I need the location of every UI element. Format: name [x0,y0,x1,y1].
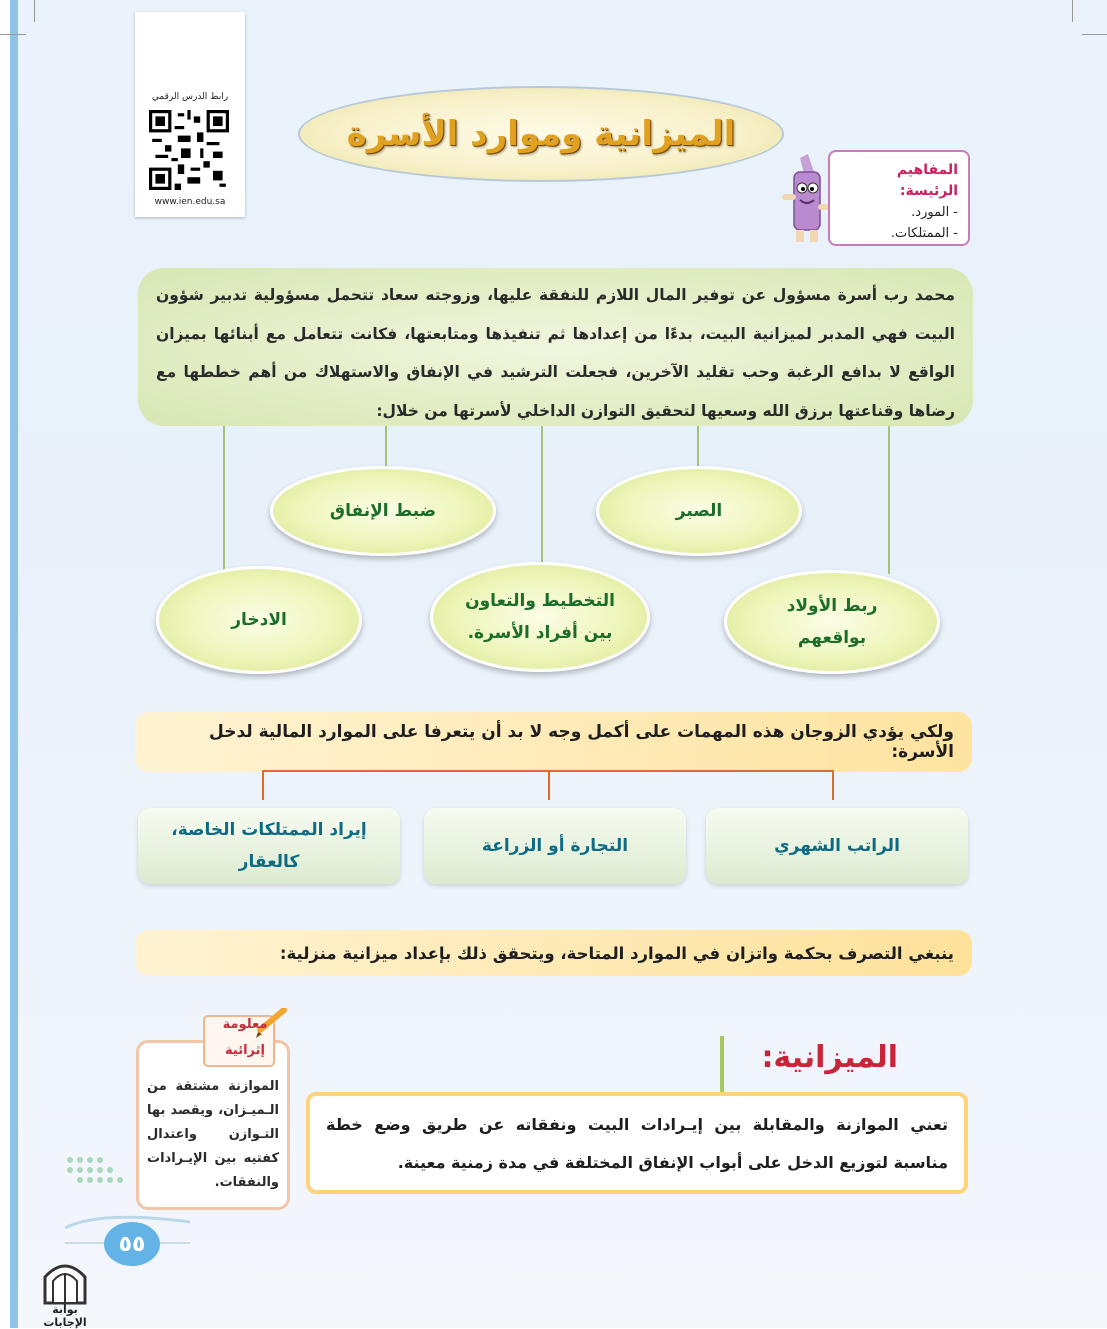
intro-paragraph: محمد رب أسرة مسؤول عن توفير المال اللازم للنفقة عليها، وزوجته سعاد تتحمل مسؤولية تدبير شؤون البيت فهي المدبر لميزانية البيت، بدءًا من إعدادها ثم تنفيذها ومتابعتها، فكانت تتعامل مع أبنائها بميزان الواقع لا بدافع الرغبة وحب تقليد الآخرين، فجعلت الترشيد في الإنفاق والاستهلاك من أهم خططها مع رضاها وقناعتها برزق الله وسعيها لتحقيق التوازن الداخلي لأسرتها من خلال: [138,268,973,426]
oval-label: بواقعهم [797,628,867,648]
enrichment-label-line: إثرائية [225,1043,265,1058]
connector-line [223,426,225,574]
crop-mark [1072,0,1073,22]
crop-mark [0,34,26,35]
answers-gate-label: بوابة الإجابات [43,1303,87,1329]
oval-connect-children [724,570,940,674]
budget-definition: تعني الموازنة والمقابلة بين إيـرادات البيت ونفقاته عن طريق وضع خطة مناسبة لتوزيع الدخل على أبواب الإنفاق المختلفة في مدة زمنية معينة. [326,1115,948,1172]
resource-salary [706,808,968,884]
lesson-title: الميزانية وموارد الأسرة [346,114,736,154]
oval-label: التخطيط والتعاون [465,591,615,611]
oval-saving [156,566,362,674]
enrichment-label-line: معلومة [222,1017,268,1032]
answers-gate-logo[interactable] [30,1255,100,1329]
tree-connector [832,770,834,800]
oval-label: الصبر [675,501,723,521]
resource-label: إيراد الممتلكات الخاصة، [171,820,367,840]
page-edge-strip [10,0,18,1328]
resource-property [138,808,400,884]
tree-connector [262,770,264,800]
resource-label: الراتب الشهري [774,836,900,856]
key-concept-item: - المورد. [911,205,958,220]
lesson-title-banner [298,86,784,182]
resource-label: التجارة أو الزراعة [481,836,629,856]
oval-control-spending [270,466,496,556]
enrichment-label [205,1012,285,1064]
enrichment-text: الموازنة مشتقة من الـميـزان، ويقصد بها التـوازن واعتدال كفتيه بين الإيـرادات والنفقات. [147,1079,279,1190]
qr-label: رابط الدرس الرقمي [151,92,229,102]
qr-card[interactable] [135,12,245,217]
oval-label: الادخار [231,610,287,630]
resource-label: كالعقار [238,852,300,872]
resource-trade [424,808,686,884]
tree-connector [548,770,550,800]
budget-intro-text: ينبغي التصرف بحكمة واتزان في الموارد المتاحة، ويتحقق ذلك بإعداد ميزانية منزلية: [279,943,954,963]
pencil-mascot-icon [778,154,834,244]
oval-label: ربط الأولاد [786,596,878,616]
key-concepts-heading: المفاهيم الرئيسة: [896,162,958,199]
oval-label: بين أفراد الأسرة. [467,623,613,643]
budget-intro-bar [135,930,972,976]
page-number: ٥٥ [104,1222,160,1266]
key-concepts-box [828,150,970,246]
resources-intro-text: ولكي يؤدي الزوجان هذه المهمات على أكمل وجه لا بد أن يتعرفا على الموارد المالية لدخل الأسرة: [209,722,954,762]
qr-url[interactable]: www.ien.edu.sa [154,197,226,207]
qr-code-icon[interactable] [149,110,229,190]
resources-intro-bar [135,712,972,772]
mosque-arch-icon [30,1255,100,1305]
crop-mark [1082,34,1107,35]
oval-patience [596,466,802,556]
key-concept-item: - الممتلكات. [890,226,958,241]
connector-line [541,426,543,564]
oval-label: ضبط الإنفاق [329,501,437,521]
crop-mark [34,0,35,22]
budget-definition-box [306,1092,968,1194]
connector-line [888,426,890,574]
budget-heading: الميزانية: [761,1040,898,1075]
oval-planning [430,562,650,672]
